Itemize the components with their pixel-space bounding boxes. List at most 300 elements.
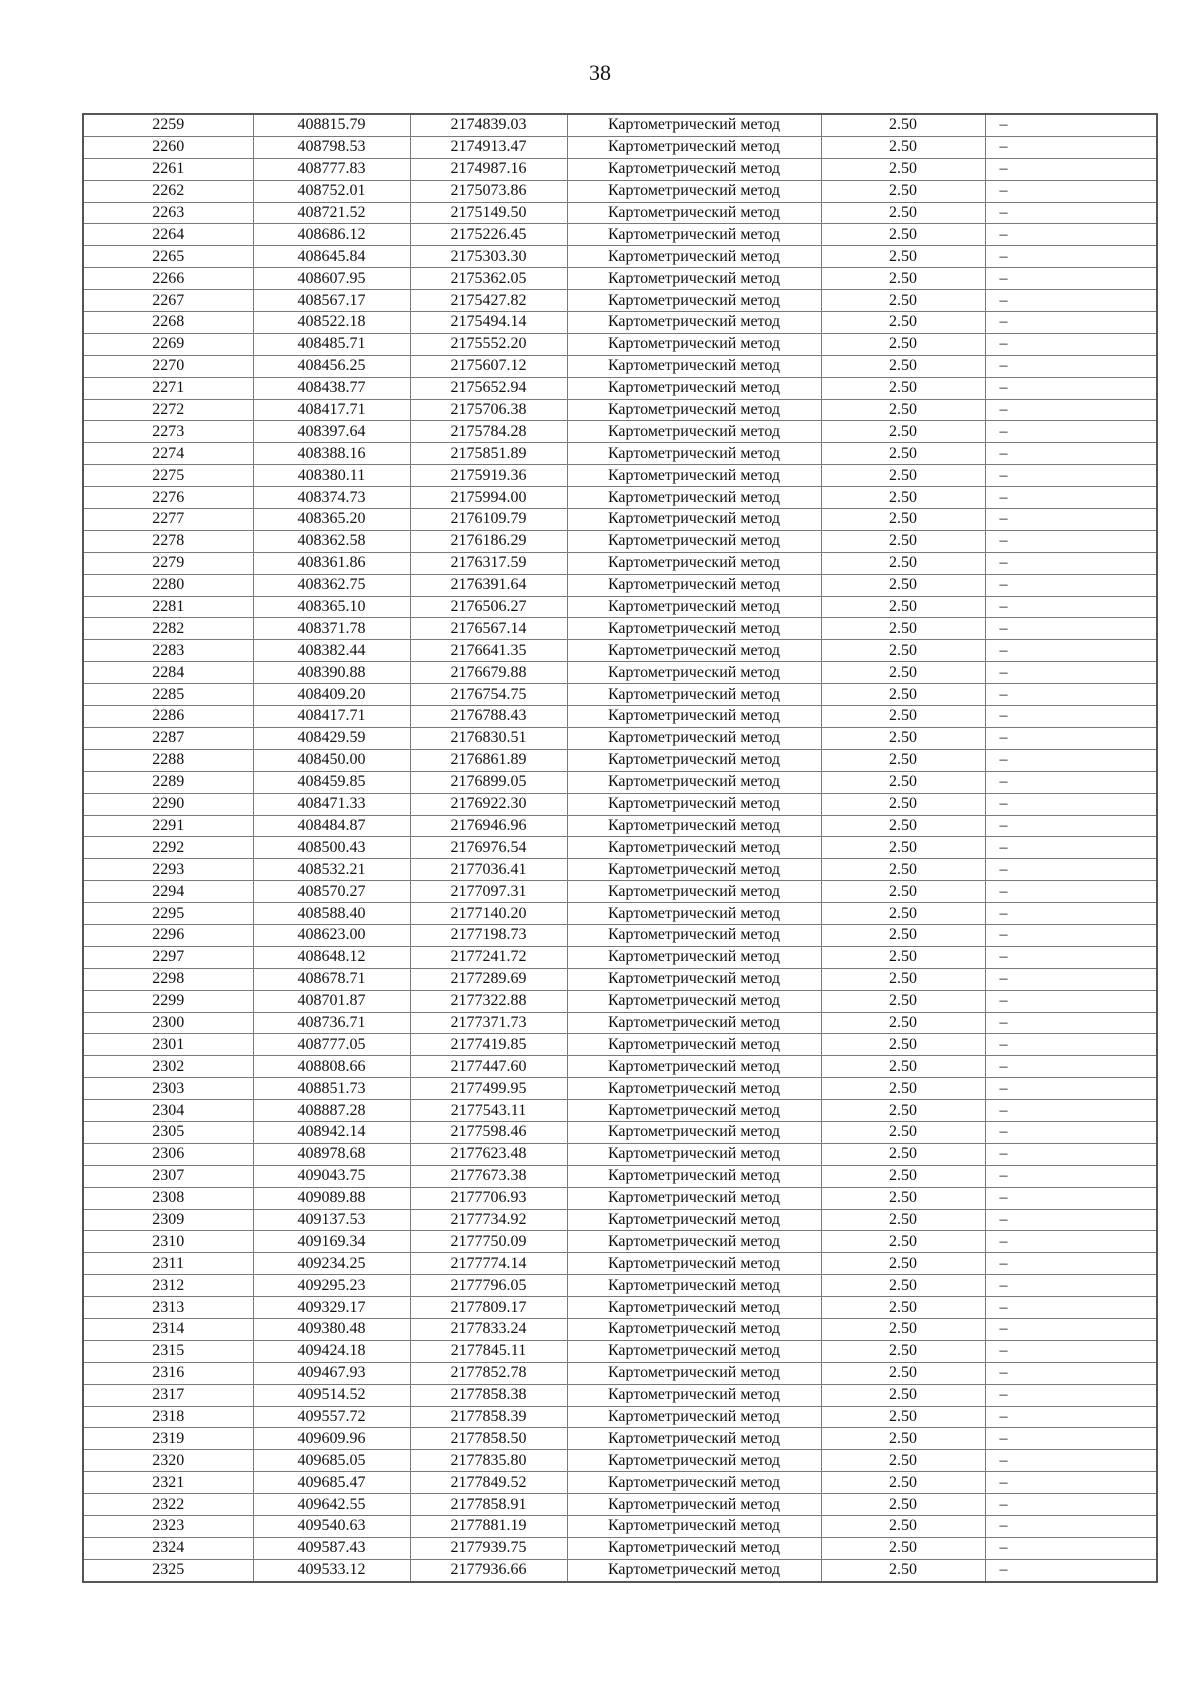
method-cell: Картометрический метод	[567, 1034, 821, 1056]
y-coordinate-cell: 2175494.14	[410, 312, 567, 334]
point-number-cell: 2293	[83, 859, 253, 881]
accuracy-cell: 2.50	[821, 706, 985, 728]
description-cell: –	[985, 399, 1157, 421]
accuracy-cell: 2.50	[821, 399, 985, 421]
description-cell: –	[985, 180, 1157, 202]
point-number-cell: 2312	[83, 1275, 253, 1297]
point-number-cell: 2310	[83, 1231, 253, 1253]
y-coordinate-cell: 2177623.48	[410, 1143, 567, 1165]
method-cell: Картометрический метод	[567, 1406, 821, 1428]
table-row	[83, 1231, 1157, 1253]
x-coordinate-cell: 408456.25	[253, 355, 410, 377]
table-row	[83, 1253, 1157, 1275]
method-cell: Картометрический метод	[567, 290, 821, 312]
point-number-cell: 2283	[83, 640, 253, 662]
point-number-cell: 2308	[83, 1187, 253, 1209]
point-number-cell: 2266	[83, 268, 253, 290]
accuracy-cell: 2.50	[821, 793, 985, 815]
point-number-cell: 2316	[83, 1362, 253, 1384]
x-coordinate-cell: 408450.00	[253, 749, 410, 771]
y-coordinate-cell: 2174987.16	[410, 158, 567, 180]
point-number-cell: 2314	[83, 1318, 253, 1340]
x-coordinate-cell: 408851.73	[253, 1078, 410, 1100]
table-row	[83, 552, 1157, 574]
y-coordinate-cell: 2177673.38	[410, 1165, 567, 1187]
method-cell: Картометрический метод	[567, 990, 821, 1012]
table-row	[83, 946, 1157, 968]
description-cell: –	[985, 421, 1157, 443]
y-coordinate-cell: 2177796.05	[410, 1275, 567, 1297]
method-cell: Картометрический метод	[567, 618, 821, 640]
accuracy-cell: 2.50	[821, 530, 985, 552]
point-number-cell: 2325	[83, 1559, 253, 1581]
accuracy-cell: 2.50	[821, 158, 985, 180]
accuracy-cell: 2.50	[821, 1209, 985, 1231]
y-coordinate-cell: 2175073.86	[410, 180, 567, 202]
method-cell: Картометрический метод	[567, 903, 821, 925]
description-cell: –	[985, 1472, 1157, 1494]
x-coordinate-cell: 408623.00	[253, 924, 410, 946]
y-coordinate-cell: 2175607.12	[410, 355, 567, 377]
table-row	[83, 1187, 1157, 1209]
point-number-cell: 2324	[83, 1537, 253, 1559]
method-cell: Картометрический метод	[567, 487, 821, 509]
x-coordinate-cell: 409514.52	[253, 1384, 410, 1406]
x-coordinate-cell: 409295.23	[253, 1275, 410, 1297]
point-number-cell: 2313	[83, 1297, 253, 1319]
point-number-cell: 2273	[83, 421, 253, 443]
description-cell: –	[985, 1143, 1157, 1165]
description-cell: –	[985, 771, 1157, 793]
accuracy-cell: 2.50	[821, 1121, 985, 1143]
accuracy-cell: 2.50	[821, 1275, 985, 1297]
table-row	[83, 596, 1157, 618]
method-cell: Картометрический метод	[567, 859, 821, 881]
point-number-cell: 2270	[83, 355, 253, 377]
table-row	[83, 136, 1157, 158]
point-number-cell: 2311	[83, 1253, 253, 1275]
point-number-cell: 2265	[83, 246, 253, 268]
accuracy-cell: 2.50	[821, 290, 985, 312]
description-cell: –	[985, 1406, 1157, 1428]
method-cell: Картометрический метод	[567, 1165, 821, 1187]
description-cell: –	[985, 968, 1157, 990]
y-coordinate-cell: 2176567.14	[410, 618, 567, 640]
method-cell: Картометрический метод	[567, 180, 821, 202]
description-cell: –	[985, 1187, 1157, 1209]
x-coordinate-cell: 408417.71	[253, 706, 410, 728]
y-coordinate-cell: 2175652.94	[410, 377, 567, 399]
x-coordinate-cell: 409642.55	[253, 1494, 410, 1516]
method-cell: Картометрический метод	[567, 881, 821, 903]
accuracy-cell: 2.50	[821, 990, 985, 1012]
point-number-cell: 2271	[83, 377, 253, 399]
x-coordinate-cell: 409089.88	[253, 1187, 410, 1209]
description-cell: –	[985, 333, 1157, 355]
method-cell: Картометрический метод	[567, 1384, 821, 1406]
point-number-cell: 2286	[83, 706, 253, 728]
description-cell: –	[985, 1494, 1157, 1516]
table-row	[83, 1165, 1157, 1187]
x-coordinate-cell: 408798.53	[253, 136, 410, 158]
y-coordinate-cell: 2177858.39	[410, 1406, 567, 1428]
y-coordinate-cell: 2177845.11	[410, 1340, 567, 1362]
point-number-cell: 2303	[83, 1078, 253, 1100]
point-number-cell: 2291	[83, 815, 253, 837]
point-number-cell: 2277	[83, 509, 253, 531]
y-coordinate-cell: 2175851.89	[410, 443, 567, 465]
accuracy-cell: 2.50	[821, 574, 985, 596]
method-cell: Картометрический метод	[567, 136, 821, 158]
x-coordinate-cell: 408701.87	[253, 990, 410, 1012]
description-cell: –	[985, 443, 1157, 465]
method-cell: Картометрический метод	[567, 377, 821, 399]
accuracy-cell: 2.50	[821, 552, 985, 574]
accuracy-cell: 2.50	[821, 114, 985, 136]
accuracy-cell: 2.50	[821, 1056, 985, 1078]
accuracy-cell: 2.50	[821, 268, 985, 290]
point-number-cell: 2318	[83, 1406, 253, 1428]
x-coordinate-cell: 408390.88	[253, 662, 410, 684]
description-cell: –	[985, 1253, 1157, 1275]
table-row	[83, 1384, 1157, 1406]
point-number-cell: 2284	[83, 662, 253, 684]
description-cell: –	[985, 837, 1157, 859]
x-coordinate-cell: 408409.20	[253, 684, 410, 706]
accuracy-cell: 2.50	[821, 684, 985, 706]
method-cell: Картометрический метод	[567, 1275, 821, 1297]
table-row	[83, 706, 1157, 728]
description-cell: –	[985, 596, 1157, 618]
coordinates-table	[82, 113, 1158, 1583]
page-number: 38	[589, 60, 611, 85]
y-coordinate-cell: 2175552.20	[410, 333, 567, 355]
description-cell: –	[985, 224, 1157, 246]
x-coordinate-cell: 409467.93	[253, 1362, 410, 1384]
description-cell: –	[985, 355, 1157, 377]
point-number-cell: 2315	[83, 1340, 253, 1362]
x-coordinate-cell: 408686.12	[253, 224, 410, 246]
y-coordinate-cell: 2177835.80	[410, 1450, 567, 1472]
method-cell: Картометрический метод	[567, 727, 821, 749]
x-coordinate-cell: 408388.16	[253, 443, 410, 465]
y-coordinate-cell: 2177881.19	[410, 1516, 567, 1538]
x-coordinate-cell: 408397.64	[253, 421, 410, 443]
method-cell: Картометрический метод	[567, 1450, 821, 1472]
accuracy-cell: 2.50	[821, 859, 985, 881]
accuracy-cell: 2.50	[821, 355, 985, 377]
accuracy-cell: 2.50	[821, 465, 985, 487]
table-row	[83, 1143, 1157, 1165]
table-row	[83, 1318, 1157, 1340]
accuracy-cell: 2.50	[821, 815, 985, 837]
accuracy-cell: 2.50	[821, 1165, 985, 1187]
point-number-cell: 2292	[83, 837, 253, 859]
y-coordinate-cell: 2177543.11	[410, 1100, 567, 1122]
x-coordinate-cell: 409424.18	[253, 1340, 410, 1362]
table-row	[83, 1275, 1157, 1297]
description-cell: –	[985, 1362, 1157, 1384]
description-cell: –	[985, 706, 1157, 728]
point-number-cell: 2264	[83, 224, 253, 246]
y-coordinate-cell: 2176109.79	[410, 509, 567, 531]
table-row	[83, 312, 1157, 334]
point-number-cell: 2304	[83, 1100, 253, 1122]
point-number-cell: 2296	[83, 924, 253, 946]
x-coordinate-cell: 409609.96	[253, 1428, 410, 1450]
x-coordinate-cell: 408500.43	[253, 837, 410, 859]
point-number-cell: 2323	[83, 1516, 253, 1538]
method-cell: Картометрический метод	[567, 1494, 821, 1516]
point-number-cell: 2263	[83, 202, 253, 224]
accuracy-cell: 2.50	[821, 903, 985, 925]
table-row	[83, 1340, 1157, 1362]
description-cell: –	[985, 487, 1157, 509]
y-coordinate-cell: 2176830.51	[410, 727, 567, 749]
method-cell: Картометрический метод	[567, 1121, 821, 1143]
table-row	[83, 180, 1157, 202]
method-cell: Картометрический метод	[567, 1537, 821, 1559]
method-cell: Картометрический метод	[567, 662, 821, 684]
method-cell: Картометрический метод	[567, 1012, 821, 1034]
x-coordinate-cell: 408362.75	[253, 574, 410, 596]
point-number-cell: 2300	[83, 1012, 253, 1034]
x-coordinate-cell: 408588.40	[253, 903, 410, 925]
method-cell: Картометрический метод	[567, 640, 821, 662]
method-cell: Картометрический метод	[567, 1231, 821, 1253]
point-number-cell: 2278	[83, 530, 253, 552]
y-coordinate-cell: 2177097.31	[410, 881, 567, 903]
description-cell: –	[985, 1078, 1157, 1100]
y-coordinate-cell: 2177852.78	[410, 1362, 567, 1384]
y-coordinate-cell: 2177322.88	[410, 990, 567, 1012]
description-cell: –	[985, 1165, 1157, 1187]
accuracy-cell: 2.50	[821, 640, 985, 662]
y-coordinate-cell: 2177750.09	[410, 1231, 567, 1253]
x-coordinate-cell: 408382.44	[253, 640, 410, 662]
accuracy-cell: 2.50	[821, 180, 985, 202]
method-cell: Картометрический метод	[567, 530, 821, 552]
x-coordinate-cell: 409137.53	[253, 1209, 410, 1231]
accuracy-cell: 2.50	[821, 1078, 985, 1100]
table-row	[83, 1209, 1157, 1231]
x-coordinate-cell: 409169.34	[253, 1231, 410, 1253]
table-row	[83, 114, 1157, 136]
table-row	[83, 1362, 1157, 1384]
accuracy-cell: 2.50	[821, 596, 985, 618]
table-body	[83, 114, 1157, 1582]
method-cell: Картометрический метод	[567, 114, 821, 136]
point-number-cell: 2307	[83, 1165, 253, 1187]
point-number-cell: 2274	[83, 443, 253, 465]
x-coordinate-cell: 408942.14	[253, 1121, 410, 1143]
description-cell: –	[985, 1231, 1157, 1253]
method-cell: Картометрический метод	[567, 268, 821, 290]
accuracy-cell: 2.50	[821, 946, 985, 968]
accuracy-cell: 2.50	[821, 136, 985, 158]
x-coordinate-cell: 408374.73	[253, 487, 410, 509]
accuracy-cell: 2.50	[821, 837, 985, 859]
accuracy-cell: 2.50	[821, 1559, 985, 1581]
method-cell: Картометрический метод	[567, 1100, 821, 1122]
y-coordinate-cell: 2175362.05	[410, 268, 567, 290]
point-number-cell: 2285	[83, 684, 253, 706]
description-cell: –	[985, 377, 1157, 399]
method-cell: Картометрический метод	[567, 1428, 821, 1450]
description-cell: –	[985, 793, 1157, 815]
method-cell: Картометрический метод	[567, 465, 821, 487]
method-cell: Картометрический метод	[567, 333, 821, 355]
description-cell: –	[985, 618, 1157, 640]
method-cell: Картометрический метод	[567, 946, 821, 968]
x-coordinate-cell: 408459.85	[253, 771, 410, 793]
table-row	[83, 290, 1157, 312]
table-row	[83, 1297, 1157, 1319]
x-coordinate-cell: 408721.52	[253, 202, 410, 224]
description-cell: –	[985, 1384, 1157, 1406]
y-coordinate-cell: 2177419.85	[410, 1034, 567, 1056]
description-cell: –	[985, 640, 1157, 662]
accuracy-cell: 2.50	[821, 1472, 985, 1494]
point-number-cell: 2269	[83, 333, 253, 355]
y-coordinate-cell: 2177371.73	[410, 1012, 567, 1034]
y-coordinate-cell: 2174913.47	[410, 136, 567, 158]
accuracy-cell: 2.50	[821, 1012, 985, 1034]
point-number-cell: 2275	[83, 465, 253, 487]
y-coordinate-cell: 2177289.69	[410, 968, 567, 990]
table-row	[83, 158, 1157, 180]
description-cell: –	[985, 1012, 1157, 1034]
table-row	[83, 1516, 1157, 1538]
description-cell: –	[985, 552, 1157, 574]
method-cell: Картометрический метод	[567, 815, 821, 837]
description-cell: –	[985, 1056, 1157, 1078]
description-cell: –	[985, 1121, 1157, 1143]
description-cell: –	[985, 268, 1157, 290]
y-coordinate-cell: 2176861.89	[410, 749, 567, 771]
description-cell: –	[985, 290, 1157, 312]
point-number-cell: 2305	[83, 1121, 253, 1143]
method-cell: Картометрический метод	[567, 1472, 821, 1494]
y-coordinate-cell: 2175706.38	[410, 399, 567, 421]
description-cell: –	[985, 684, 1157, 706]
description-cell: –	[985, 312, 1157, 334]
x-coordinate-cell: 408532.21	[253, 859, 410, 881]
point-number-cell: 2281	[83, 596, 253, 618]
y-coordinate-cell: 2177833.24	[410, 1318, 567, 1340]
description-cell: –	[985, 1559, 1157, 1581]
table-row	[83, 1472, 1157, 1494]
table-row	[83, 640, 1157, 662]
table-row	[83, 1012, 1157, 1034]
y-coordinate-cell: 2177858.91	[410, 1494, 567, 1516]
y-coordinate-cell: 2175994.00	[410, 487, 567, 509]
table-row	[83, 377, 1157, 399]
y-coordinate-cell: 2176788.43	[410, 706, 567, 728]
point-number-cell: 2259	[83, 114, 253, 136]
y-coordinate-cell: 2177939.75	[410, 1537, 567, 1559]
x-coordinate-cell: 408808.66	[253, 1056, 410, 1078]
y-coordinate-cell: 2177598.46	[410, 1121, 567, 1143]
method-cell: Картометрический метод	[567, 1209, 821, 1231]
point-number-cell: 2288	[83, 749, 253, 771]
accuracy-cell: 2.50	[821, 1406, 985, 1428]
point-number-cell: 2319	[83, 1428, 253, 1450]
accuracy-cell: 2.50	[821, 224, 985, 246]
x-coordinate-cell: 409043.75	[253, 1165, 410, 1187]
method-cell: Картометрический метод	[567, 1187, 821, 1209]
method-cell: Картометрический метод	[567, 224, 821, 246]
description-cell: –	[985, 136, 1157, 158]
table-row	[83, 727, 1157, 749]
x-coordinate-cell: 409380.48	[253, 1318, 410, 1340]
table-row	[83, 859, 1157, 881]
description-cell: –	[985, 662, 1157, 684]
table-row	[83, 509, 1157, 531]
accuracy-cell: 2.50	[821, 1318, 985, 1340]
y-coordinate-cell: 2177734.92	[410, 1209, 567, 1231]
x-coordinate-cell: 408570.27	[253, 881, 410, 903]
y-coordinate-cell: 2176641.35	[410, 640, 567, 662]
method-cell: Картометрический метод	[567, 1362, 821, 1384]
y-coordinate-cell: 2175427.82	[410, 290, 567, 312]
point-number-cell: 2301	[83, 1034, 253, 1056]
y-coordinate-cell: 2176922.30	[410, 793, 567, 815]
point-number-cell: 2295	[83, 903, 253, 925]
accuracy-cell: 2.50	[821, 1516, 985, 1538]
y-coordinate-cell: 2177198.73	[410, 924, 567, 946]
table-row	[83, 1100, 1157, 1122]
method-cell: Картометрический метод	[567, 1297, 821, 1319]
method-cell: Картометрический метод	[567, 574, 821, 596]
table-row	[83, 968, 1157, 990]
description-cell: –	[985, 1034, 1157, 1056]
x-coordinate-cell: 409685.47	[253, 1472, 410, 1494]
accuracy-cell: 2.50	[821, 1253, 985, 1275]
table-row	[83, 530, 1157, 552]
point-number-cell: 2280	[83, 574, 253, 596]
x-coordinate-cell: 409234.25	[253, 1253, 410, 1275]
method-cell: Картометрический метод	[567, 246, 821, 268]
accuracy-cell: 2.50	[821, 333, 985, 355]
table-row	[83, 268, 1157, 290]
accuracy-cell: 2.50	[821, 1450, 985, 1472]
table-row	[83, 1494, 1157, 1516]
x-coordinate-cell: 408648.12	[253, 946, 410, 968]
method-cell: Картометрический метод	[567, 443, 821, 465]
point-number-cell: 2268	[83, 312, 253, 334]
y-coordinate-cell: 2177706.93	[410, 1187, 567, 1209]
accuracy-cell: 2.50	[821, 509, 985, 531]
description-cell: –	[985, 924, 1157, 946]
point-number-cell: 2298	[83, 968, 253, 990]
table-row	[83, 618, 1157, 640]
x-coordinate-cell: 408777.83	[253, 158, 410, 180]
description-cell: –	[985, 509, 1157, 531]
accuracy-cell: 2.50	[821, 771, 985, 793]
accuracy-cell: 2.50	[821, 443, 985, 465]
method-cell: Картометрический метод	[567, 1318, 821, 1340]
method-cell: Картометрический метод	[567, 837, 821, 859]
description-cell: –	[985, 465, 1157, 487]
y-coordinate-cell: 2176391.64	[410, 574, 567, 596]
point-number-cell: 2262	[83, 180, 253, 202]
description-cell: –	[985, 903, 1157, 925]
table-row	[83, 1078, 1157, 1100]
accuracy-cell: 2.50	[821, 487, 985, 509]
accuracy-cell: 2.50	[821, 662, 985, 684]
x-coordinate-cell: 408678.71	[253, 968, 410, 990]
